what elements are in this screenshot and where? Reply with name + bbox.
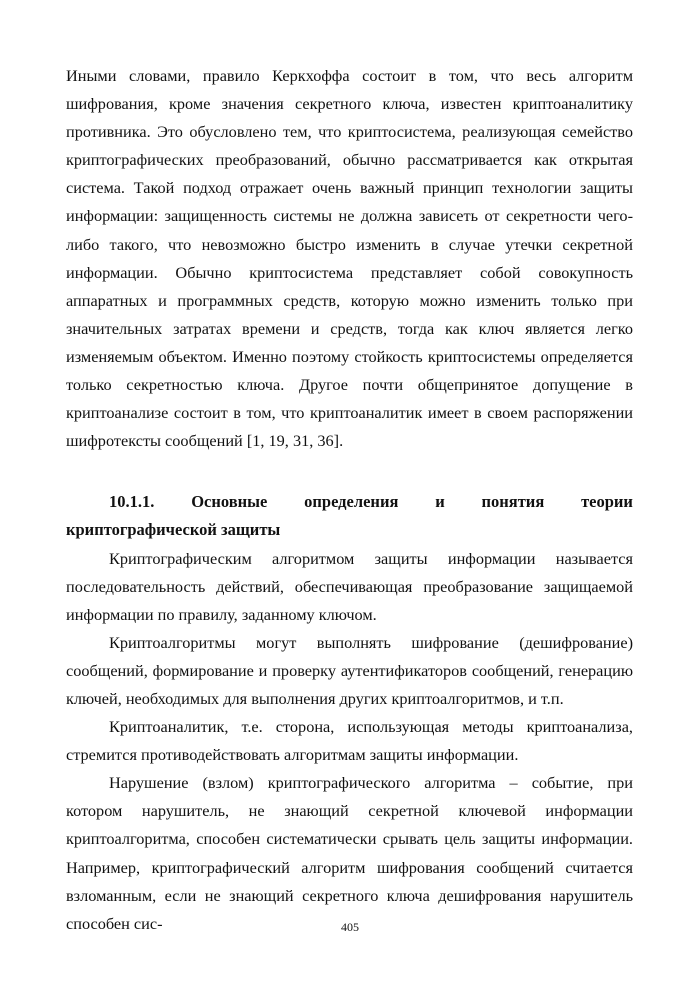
section-heading (66, 488, 633, 544)
page-number: 405 (341, 920, 359, 934)
paragraph-cryptoalgorithm-functions: Криптоалгоритмы могут выполнять шифрование (дешифрование) сообщений, формирование и проверку аутентификаторов сообщений, генерацию ключей, необходимых для выполнения других криптоалгоритмов, и т.п. (66, 632, 633, 708)
section-spacer (66, 455, 633, 488)
section-number: 10.1.1. (109, 492, 155, 512)
paragraph-cryptanalyst: Криптоаналитик, т.е. сторона, использующая методы криптоанализа, стремится противодействовать алгоритмам защиты информации. (66, 717, 633, 765)
document-page (66, 62, 633, 938)
heading-word: определения (304, 492, 399, 512)
heading-word: и (435, 492, 445, 512)
paragraph-definition-algorithm: Криптографическим алгоритмом защиты информации называется последовательность действий, обеспечивающая преобразование защищаемой информации по правилу, заданному ключом. (66, 548, 633, 624)
section-heading-line2: криптографической защиты (66, 520, 281, 540)
heading-word: Основные (191, 492, 268, 512)
heading-word: теории (581, 492, 633, 512)
section-heading-line1 (66, 488, 633, 516)
paragraph-breaking: Нарушение (взлом) криптографического алгоритма – событие, при котором нарушитель, не знающий секретной ключевой информации криптоалгоритма, способен систематически срывать цель защиты информации. Например, криптографический алгоритм шифрования сообщений считается взломанным, если не знающий секретного ключа дешифрования нарушитель способен сис- (66, 773, 633, 933)
paragraph-kerckhoffs: Иными словами, правило Керкхоффа состоит в том, что весь алгоритм шифрования, кроме значения секретного ключа, известен криптоаналитику противника. Это обусловлено тем, что криптосистема, реализующая семейство криптографических преобразований, обычно рассматривается как открытая система. Такой подход отражает очень важный принцип технологии защиты информации: защищенность системы не должна зависеть от секретности чего-либо такого, что невозможно быстро изменить в случае утечки секретной информации. Обычно криптосистема представляет собой совокупность аппаратных и программных средств, которую можно изменить только при значительных затратах времени и средств, тогда как ключ является легко изменяемым объектом. Именно поэтому стойкость криптосистемы определяется только секретностью ключа. Другое почти общепринятое допущение в криптоанализе состоит в том, что криптоаналитик имеет в своем распоряжении шифротексты сообщений [1, 19, 31, 36]. (66, 66, 633, 451)
heading-word: понятия (481, 492, 545, 512)
